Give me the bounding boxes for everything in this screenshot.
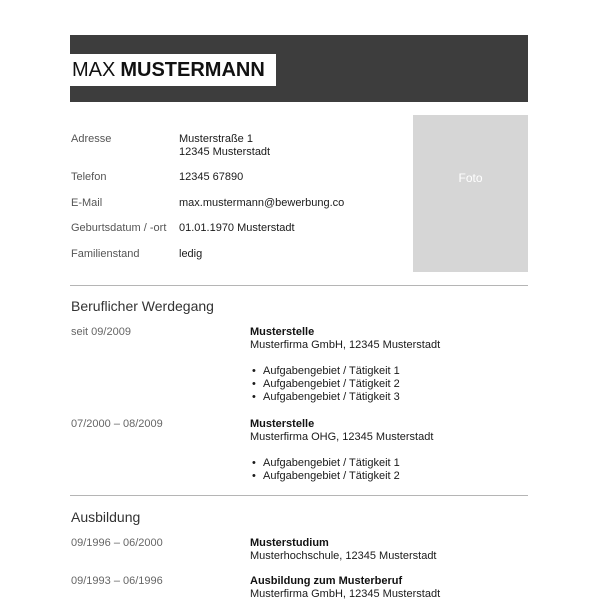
education-section-title: Ausbildung	[71, 509, 141, 525]
name-box	[70, 54, 276, 86]
career-task-list	[250, 457, 400, 483]
education-entry-date: 09/1993 – 06/1996	[71, 575, 163, 587]
career-entry	[250, 418, 433, 444]
education-entry-title: Musterstudium	[250, 537, 329, 549]
education-entry	[250, 575, 440, 600]
education-entry	[250, 537, 437, 563]
last-name: MUSTERMANN	[120, 58, 265, 81]
divider	[70, 495, 528, 496]
education-entry-institution: Musterhochschule, 12345 Musterstadt	[250, 550, 437, 562]
career-entry-company: Musterfirma GmbH, 12345 Musterstadt	[250, 339, 441, 351]
education-entry-date: 09/1996 – 06/2000	[71, 537, 163, 549]
divider	[70, 285, 528, 286]
career-entry-position: Musterstelle	[250, 326, 315, 338]
career-entry-position: Musterstelle	[250, 418, 315, 430]
education-entry-institution: Musterfirma GmbH, 12345 Musterstadt	[250, 588, 441, 600]
address-line2: 12345 Musterstadt	[179, 146, 271, 158]
first-name: MAX	[72, 58, 116, 81]
marital-label: Familienstand	[71, 248, 140, 260]
career-entry-date: 07/2000 – 08/2009	[71, 418, 163, 430]
list-item: • Aufgabengebiet / Tätigkeit 2	[250, 470, 400, 483]
email-value[interactable]: max.mustermann@bewerbung.co	[179, 197, 345, 209]
photo-placeholder	[413, 115, 528, 272]
career-entry-company: Musterfirma OHG, 12345 Musterstadt	[250, 431, 434, 443]
birth-value: 01.01.1970 Musterstadt	[179, 222, 295, 234]
career-task-list	[250, 365, 400, 404]
list-item: • Aufgabengebiet / Tätigkeit 3	[250, 391, 400, 404]
education-entry-title: Ausbildung zum Musterberuf	[250, 575, 403, 587]
list-item: • Aufgabengebiet / Tätigkeit 1	[250, 457, 400, 470]
list-item: • Aufgabengebiet / Tätigkeit 1	[250, 365, 400, 378]
address-value	[179, 133, 270, 159]
list-item: • Aufgabengebiet / Tätigkeit 2	[250, 378, 400, 391]
career-section-title: Beruflicher Werdegang	[71, 298, 214, 314]
career-entry	[250, 326, 440, 352]
photo-label: Foto	[458, 170, 483, 185]
phone-label: Telefon	[71, 171, 107, 183]
phone-value: 12345 67890	[179, 171, 244, 183]
career-entry-date: seit 09/2009	[71, 326, 131, 338]
birth-label: Geburtsdatum / -ort	[71, 222, 167, 234]
email-label: E-Mail	[71, 197, 103, 209]
address-line1: Musterstraße 1	[179, 133, 253, 145]
marital-value: ledig	[179, 248, 203, 260]
address-label: Adresse	[71, 133, 112, 145]
